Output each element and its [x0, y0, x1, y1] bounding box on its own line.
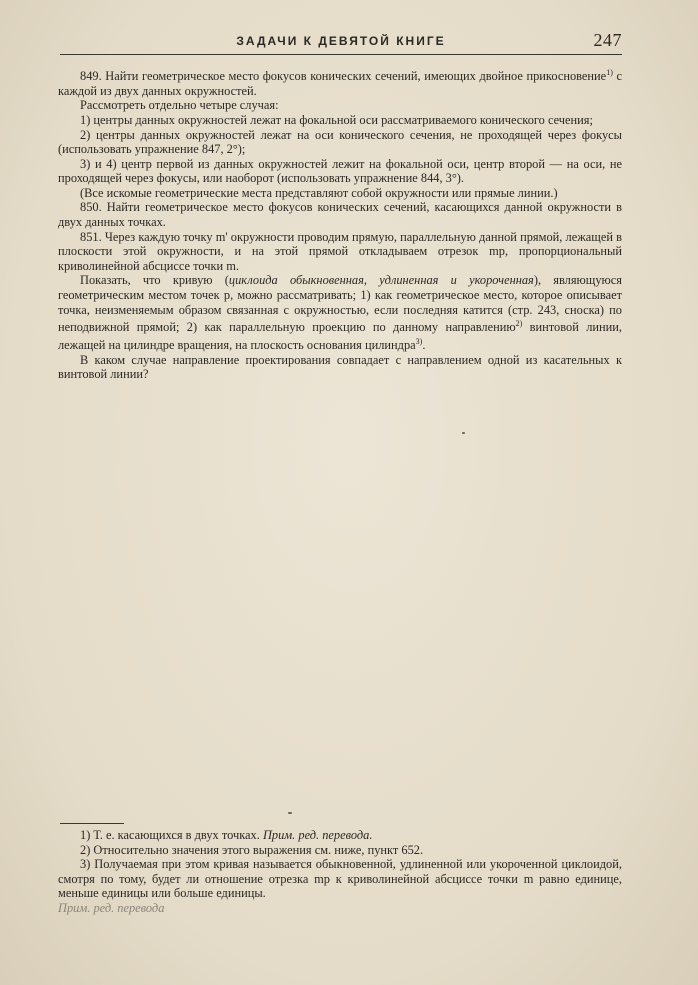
problem-849-text-end: с каждой из двух данных окружностей. [58, 69, 622, 98]
cycloid-italic: циклоида обыкновенная, удлиненная и укороченная [228, 273, 534, 288]
footnote-3-text: 3) Получаемая при этом кривая называется обыкновенной, удлиненной или укороченной циклоидой, смотря по тому, будет ли отношение отрезка mp к криволинейной абсциссе точки m равно единице, меньше единицы или больше единицы. [58, 857, 622, 901]
problem-849-case-2: 2) центры данных окружностей лежат на оси конического сечения, не проходящей через фокусы (использовать упражнение 847, 2°); [58, 127, 622, 157]
problem-851-show-text-3: винтовой линии, лежащей на цилиндре вращения, на плоскость основания цилиндра [58, 320, 622, 353]
problem-849-cases: Рассмотреть отдельно четыре случая: [80, 98, 279, 113]
paper-speck [462, 432, 465, 434]
problem-849-note: (Все искомые геометрические места представляют собой окружности или прямые линии.) [80, 185, 558, 200]
footnotes [58, 828, 622, 916]
problem-849-text: 849. Найти геометрическое место фокусов конических сечений, имеющих двойное прикосновение [80, 69, 607, 84]
footnote-1 [58, 828, 622, 843]
footnote-3-attribution: Прим. ред. перевода [58, 900, 165, 915]
problem-849-case-1: 1) центры данных окружностей лежат на фокальной оси рассматриваемого конического сечения; [80, 112, 593, 127]
footnote-1-attribution: Прим. ред. перевода. [262, 828, 373, 842]
footnote-ref-3: 3) [415, 336, 423, 346]
problem-851-show-text-4: . [422, 338, 426, 353]
footnote-divider [60, 823, 124, 824]
problem-851-show-text: Показать, что кривую ( [80, 273, 229, 288]
problem-851-show [58, 273, 622, 352]
problem-850: 850. Найти геометрическое место фокусов конических сечений, касающихся данной окружности в двух данных точках. [58, 200, 622, 230]
problem-851-question: В каком случае направление проектирования совпадает с направлением одной из касательных к винтовой линии? [58, 352, 622, 382]
footnote-2: 2) Относительно значения этого выражения см. ниже, пункт 652. [80, 842, 424, 857]
footnote-ref-1: 1) [606, 68, 613, 77]
main-text [58, 66, 622, 382]
footnote-ref-2: 2) [515, 319, 523, 329]
page-number: 247 [593, 30, 622, 50]
problem-849 [58, 66, 622, 98]
problem-849-case-3-4: 3) и 4) центр первой из данных окружностей лежит на фокальной оси, центр второй — на оси, не проходящей через фокусы, или наоборот (использовать упражнение 844, 3°). [58, 156, 622, 186]
problem-851-show-text-2: ), являющуюся геометрическим местом точек p, можно рассматривать; 1) как геометрическое место, которое описывает точка, неизменяемым образом связанная с окружностью, если последняя катится (стр. 243, сноска) по неподвижной прямой; 2) как параллельную проекцию по данному направлению [58, 273, 622, 335]
problem-851: 851. Через каждую точку m' окружности проводим прямую, параллельную данной прямой, лежащей в плоскости этой окружности, и на этой прямой откладываем отрезок mp, пропорциональный криволинейной абсциссе точки m. [58, 229, 622, 273]
page-header [60, 30, 622, 55]
paper-speck [288, 812, 292, 814]
footnote-1-text: 1) Т. е. касающихся в двух точках. [80, 828, 263, 842]
footnote-3 [58, 857, 622, 901]
running-head: ЗАДАЧИ К ДЕВЯТОЙ КНИГЕ [236, 34, 446, 48]
